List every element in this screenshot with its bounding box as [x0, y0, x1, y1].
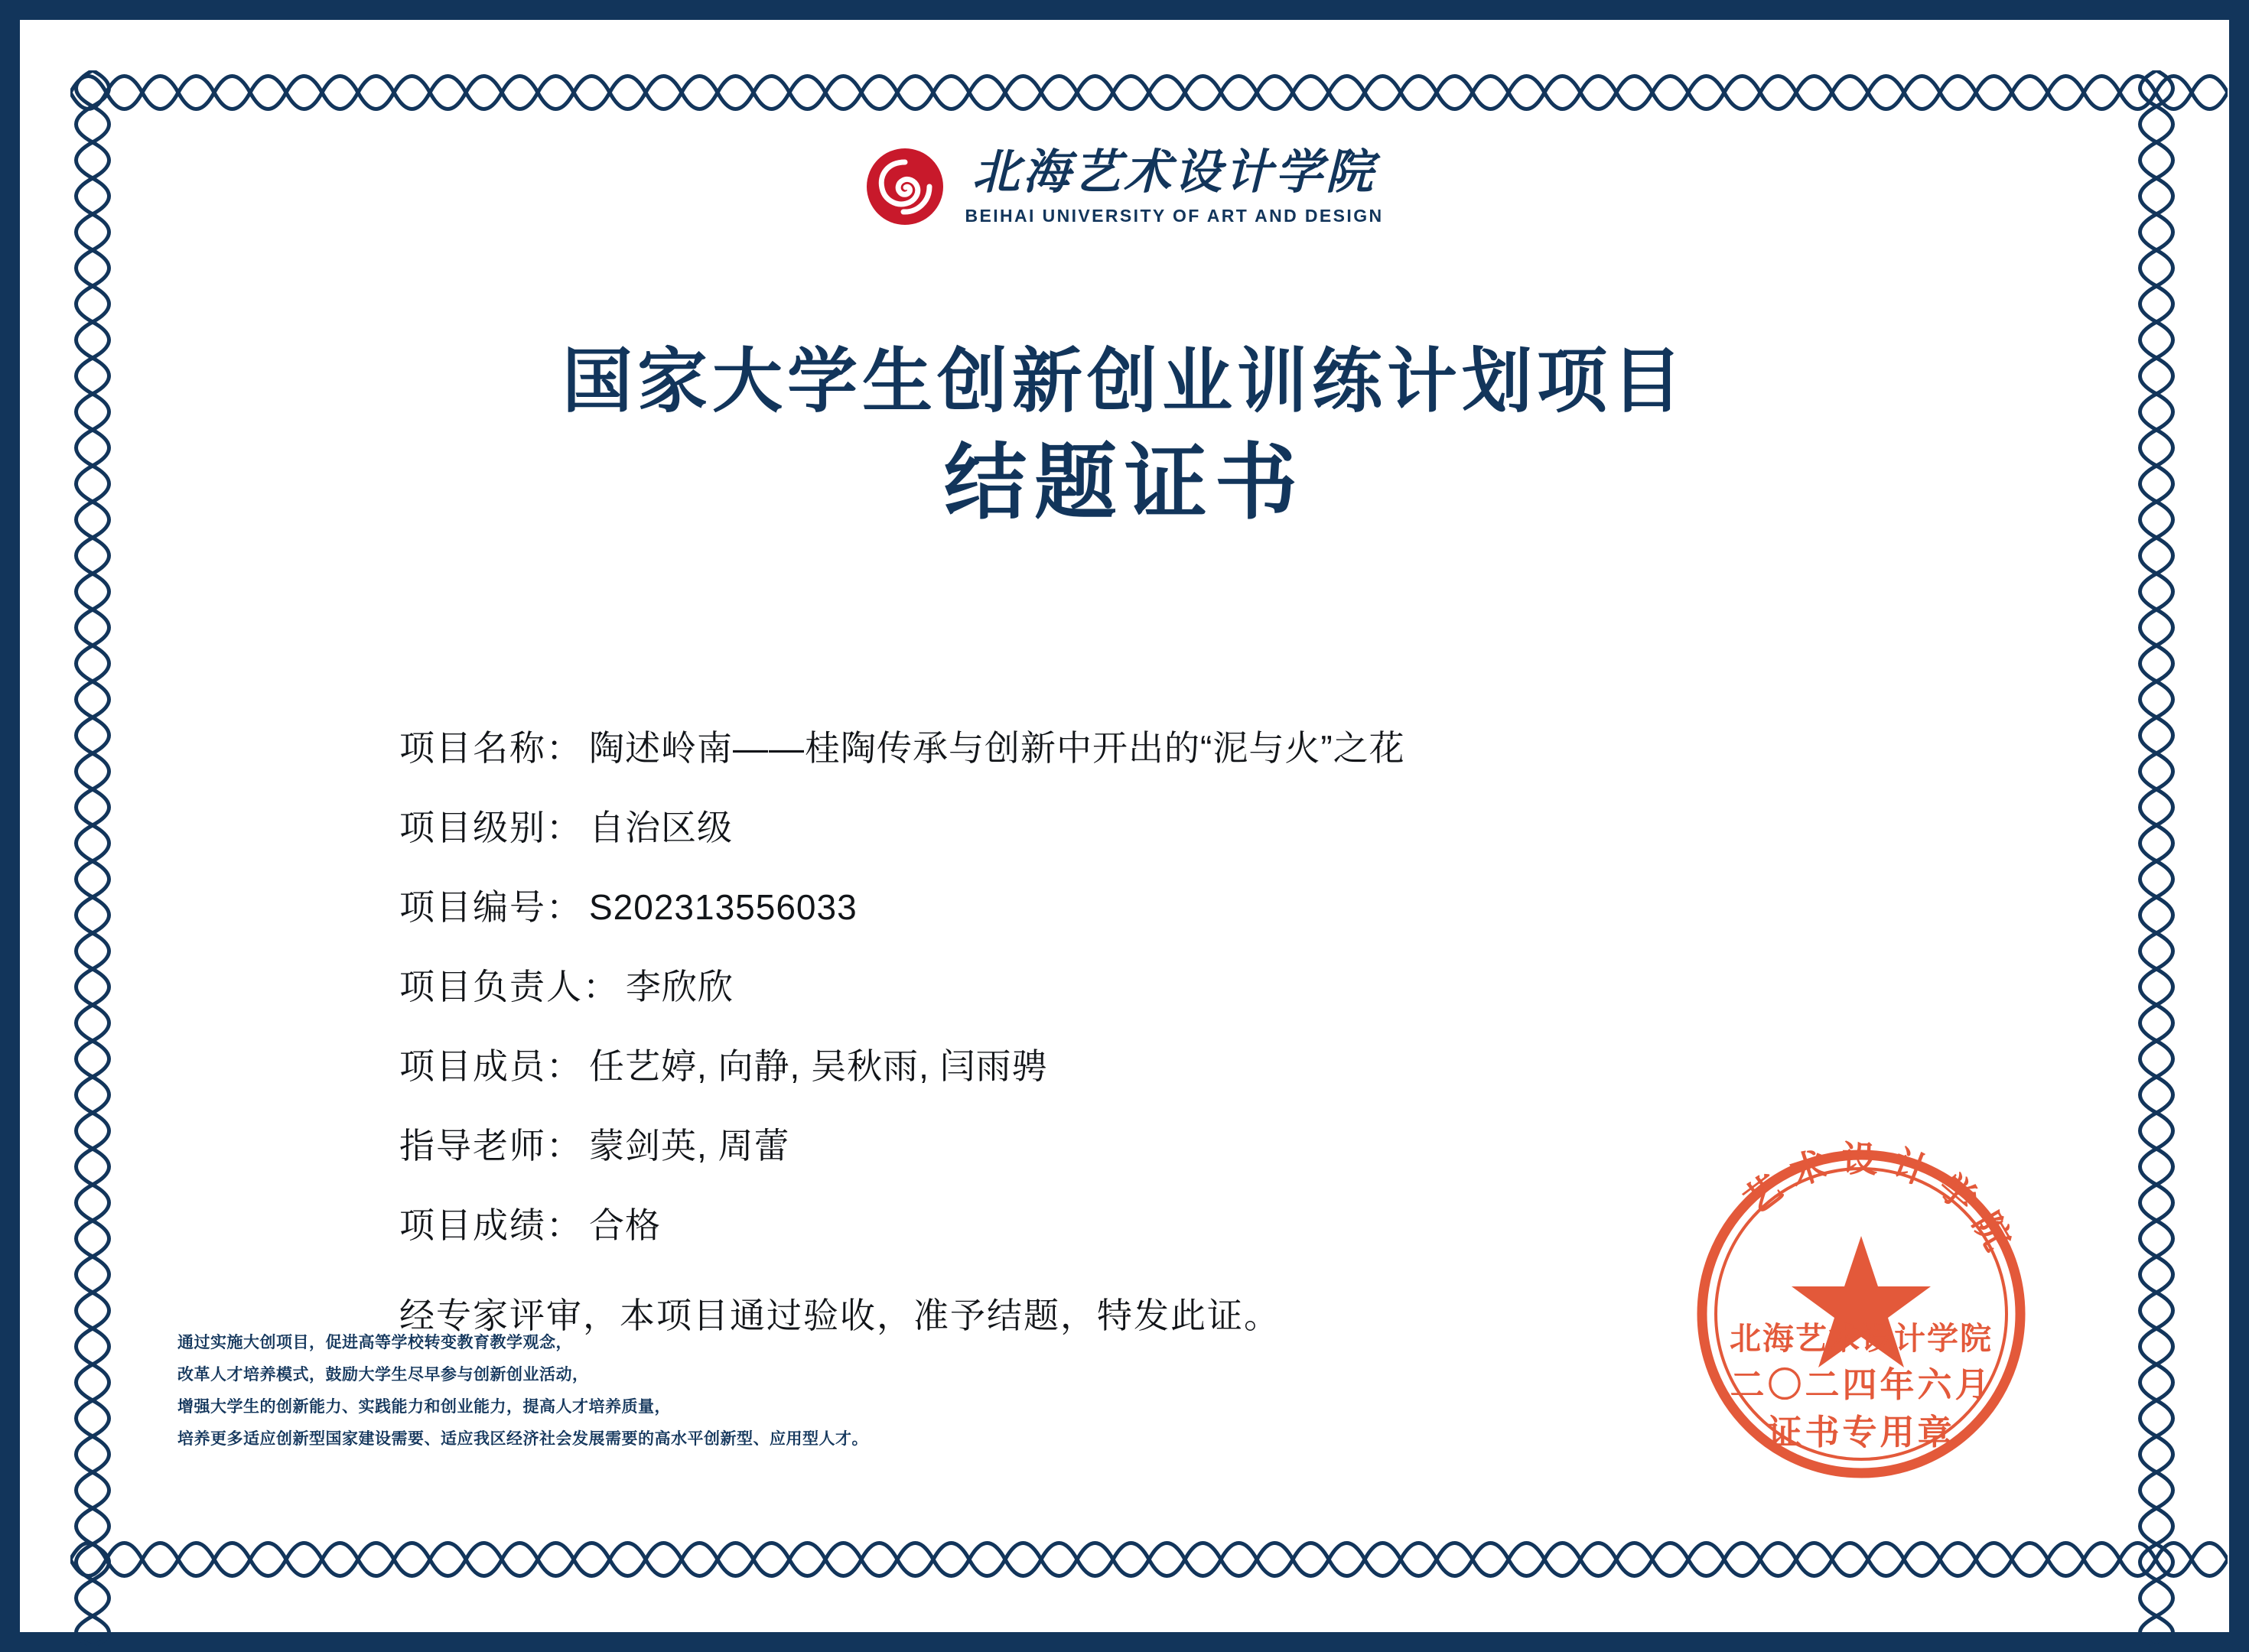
seal-outer-text: 艺术设计学院	[1736, 1140, 2024, 1268]
rope-border-top-icon	[70, 66, 2228, 119]
field-value: 陶述岭南——桂陶传承与创新中开出的“泥与火”之花	[589, 728, 1405, 768]
seal-line-1: 北海艺术设计学院	[1730, 1321, 1993, 1356]
certificate-title-main: 国家大学生创新创业训练计划项目	[561, 343, 1687, 421]
rope-border-bottom-icon	[70, 1533, 2228, 1586]
certificate-title-sub: 结题证书	[943, 438, 1305, 529]
field-label: 项目成绩：	[399, 1205, 583, 1245]
field-value: 任艺婷, 向静, 吴秋雨, 闫雨骋	[589, 1046, 1048, 1086]
field-row-project-level	[399, 800, 2026, 850]
logo-text-block	[965, 148, 1383, 226]
institution-header	[40, 147, 2209, 226]
logo-row	[865, 147, 1383, 226]
field-label: 项目编号：	[399, 887, 583, 927]
field-label: 项目级别：	[399, 808, 583, 847]
footnote-block	[177, 1327, 868, 1455]
field-label: 项目成员：	[399, 1046, 583, 1086]
field-row-project-members	[399, 1039, 2026, 1089]
field-value: 李欣欣	[626, 967, 734, 1006]
rope-border-left-icon	[66, 70, 119, 1646]
certificate-statement: 经专家评审，本项目通过验收，准予结题，特发此证。	[399, 1296, 1281, 1335]
field-value: 合格	[589, 1205, 661, 1245]
spiral-wave-logo-icon	[865, 147, 945, 226]
rope-border-right-icon	[2130, 70, 2183, 1646]
field-value: 蒙剑英, 周蕾	[589, 1126, 790, 1166]
field-value: S202313556033	[589, 887, 858, 927]
seal-line-3: 证书专用章	[1767, 1413, 1955, 1452]
svg-text:艺术设计学院	[1737, 1140, 2023, 1268]
certificate-titles	[40, 338, 2209, 538]
field-row-project-number	[399, 880, 2026, 930]
field-row-project-leader	[399, 959, 2026, 1010]
seal-line-2: 二〇二四年六月	[1730, 1366, 1993, 1404]
field-row-project-name	[399, 720, 2026, 771]
certificate-inner-area	[40, 40, 2209, 1612]
official-seal	[1670, 1123, 2052, 1505]
footnote-line-4: 培养更多适应创新型国家建设需要、适应我区经济社会发展需要的高水平创新型、应用型人才。	[177, 1430, 868, 1448]
institution-name-en: BEIHAI UNIVERSITY OF ART AND DESIGN	[965, 206, 1384, 226]
field-label: 指导老师：	[399, 1126, 583, 1166]
field-value: 自治区级	[589, 808, 733, 847]
footnote-line-1: 通过实施大创项目，促进高等学校转变教育教学观念，	[177, 1334, 572, 1351]
field-label: 项目负责人：	[399, 967, 620, 1006]
footnote-line-2: 改革人才培养模式，鼓励大学生尽早参与创新创业活动，	[177, 1366, 589, 1384]
field-label: 项目名称：	[399, 728, 583, 768]
institution-name-cn: 北海艺术设计学院	[972, 147, 1376, 199]
footnote-line-3: 增强大学生的创新能力、实践能力和创业能力，提高人才培养质量，	[177, 1398, 671, 1416]
